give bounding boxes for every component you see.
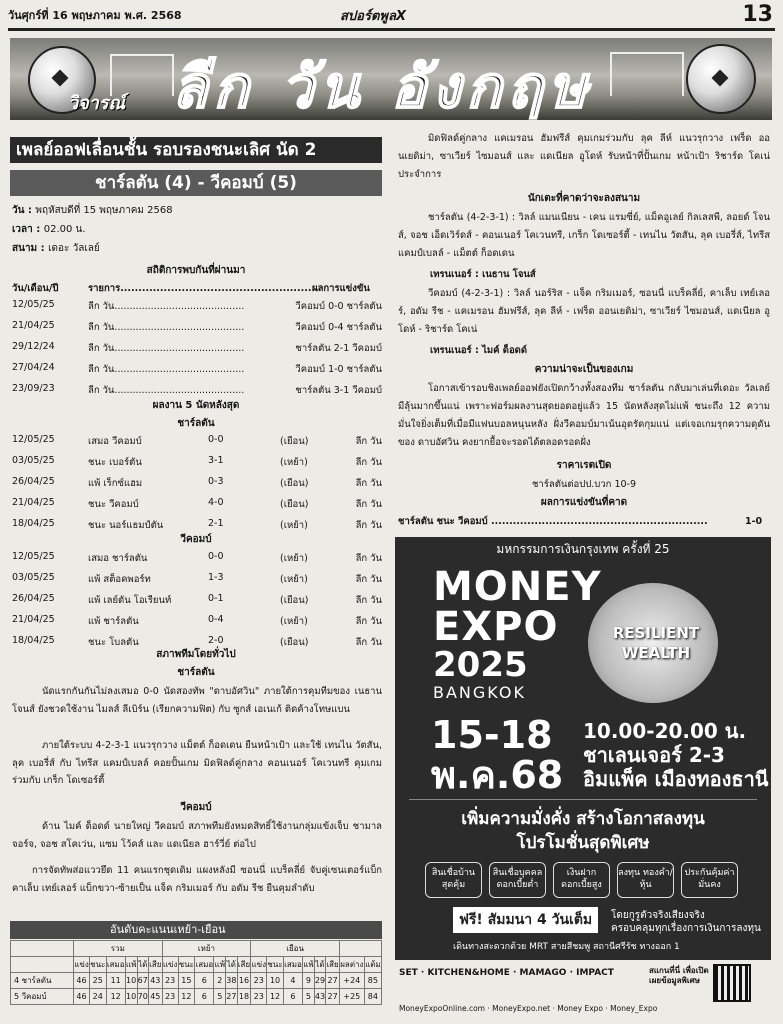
ad-money: MONEY	[433, 564, 602, 610]
h2h-head-date: วัน/เดือน/ปี	[12, 283, 59, 294]
stat-cell: 45	[148, 989, 162, 1005]
lineup-title: นักเตะที่คาดว่าจะลงสนาม	[527, 193, 641, 204]
ad-dates: 15-18 พ.ค.68	[431, 713, 564, 797]
prediction-text: ชาร์ลตัน ชนะ วีคอมบ์ ............................................................	[398, 516, 708, 527]
stat-cell: 27	[326, 973, 340, 989]
stat-cell: 6	[195, 973, 214, 989]
col-header: เสีย	[326, 957, 340, 973]
promo-pill: สินเชื่อบ้าน สุดคุ้ม	[425, 862, 482, 898]
h2h-title: สถิติการพบกันที่ผ่านมา	[146, 265, 246, 276]
col-header: ได้	[314, 957, 325, 973]
col-header: ชนะ	[178, 957, 195, 973]
lineup-away: วีคอมบ์ (4-2-3-1) : วิลล์ นอร์ริส - แจ็ค กริมเมอร์, ซอนนี่ แบร็คลี่ย์, คาเล็บ เทย์เลอร์, อดัม รีช - แคเมรอน ฮัมฟรีส์, ลุค ลีห์ - เฟร็ด ออนเยดิม่า, ซาเวียร์ ไซมอนส์, แดเนียล อูโดห์ - ริชาร์ด โคเน่	[398, 288, 770, 335]
stat-cell: +24	[339, 973, 364, 989]
odds-title: ราคาเรตเปิด	[556, 460, 612, 471]
ad-city: BANGKOK	[433, 683, 526, 702]
h2h-head-result: ผลการแข่งขัน	[312, 283, 370, 294]
stat-cell: +25	[339, 989, 364, 1005]
match-title: ชาร์ลตัน (4) - วีคอมบ์ (5)	[10, 170, 382, 196]
stat-cell: 2	[214, 973, 226, 989]
stat-cell: 46	[74, 989, 90, 1005]
stat-cell: 4	[283, 973, 302, 989]
social-links: MoneyExpoOnline.com · MoneyExpo.net · Money Expo · Money_Expo	[399, 1004, 658, 1013]
coach-home: เทรนเนอร์ : เนธาน โจนส์	[430, 269, 536, 280]
stat-cell: 43	[148, 973, 162, 989]
group-header: เยือน	[251, 941, 340, 957]
table-row	[11, 989, 382, 1005]
blank-cell	[339, 941, 381, 957]
stat-cell: 5	[214, 989, 226, 1005]
stat-cell: 27	[226, 989, 237, 1005]
stat-cell: 12	[178, 989, 195, 1005]
promo-pill: ประกันคุ้มค่า มั่นคง	[681, 862, 738, 898]
odds-value: ชาร์ลตันต่อปป.บวก 10-9	[531, 479, 637, 490]
standings-grid	[10, 940, 382, 1005]
section-banner	[10, 38, 772, 120]
match-day: วัน : พฤหัสบดีที่ 15 พฤษภาคม 2568	[12, 205, 173, 216]
stat-cell: 18	[237, 989, 251, 1005]
team2-paragraph-1: ด้าน ไมค์ ด็อดด์ นายใหญ่ วีคอมบ์ สภาพทีมยังหมดสิทธิ์ใช้งานกลุ่มแข้งเจ็บ ชามาล จอร์จ, จอช สโคเว่น, แซม โว้คส์ และ แดเนียล ฮาร์วี่ย์ ต่อไป	[12, 821, 382, 850]
page-number: 13	[742, 2, 773, 27]
right-paragraph-1: มิดฟิลด์คู่กลาง แคเมรอน ฮัมฟรีส์ คุมเกมร่วมกับ ลุค ลีห์ แนวรุกวาง เฟร็ด ออนเยดิม่า, ซาเวียร์ ไซมอนส์ และ แดเนียล อูโดห์ รับหน้าที่ปั้นเกม หน้าเป้า ริชาร์ด โคเน่ ประจำการ	[398, 133, 770, 180]
match-time: เวลา : 02.00 น.	[12, 224, 86, 235]
stat-cell: 23	[251, 973, 267, 989]
scan-label: สแกนที่นี่ เพื่อเปิดเผยข้อมูลพิเศษ	[649, 966, 709, 985]
prediction-title: ผลการแข่งขันที่คาด	[540, 497, 628, 508]
col-header: แพ้	[214, 957, 226, 973]
col-header: แข่ง	[74, 957, 90, 973]
stat-cell: 70	[137, 989, 148, 1005]
col-header: เสีย	[237, 957, 251, 973]
h2h-head-comp: รายการ.......................................................	[88, 283, 319, 294]
issue-date: วันศุกร์ที่ 16 พฤษภาคม พ.ศ. 2568	[8, 9, 182, 22]
stat-cell: 23	[251, 989, 267, 1005]
standings-table	[10, 921, 382, 1019]
col-header: เสีย	[148, 957, 162, 973]
col-header: แข่ง	[251, 957, 267, 973]
form-team2: วีคอมบ์	[180, 534, 212, 545]
col-header: แต้ม	[364, 957, 381, 973]
col-header: แพ้	[303, 957, 315, 973]
promo-pill: เงินฝาก ดอกเบี้ยสูง	[553, 862, 610, 898]
stat-cell: 27	[326, 989, 340, 1005]
stat-cell: 84	[364, 989, 381, 1005]
sponsor-strip	[395, 962, 771, 1018]
stat-cell: 67	[137, 973, 148, 989]
col-header: เสมอ	[106, 957, 125, 973]
coach-away: เทรนเนอร์ : ไมค์ ด็อดด์	[430, 345, 527, 356]
blank-cell	[11, 957, 74, 973]
header-rule	[8, 28, 775, 31]
stat-cell: 16	[237, 973, 251, 989]
stat-cell: 11	[106, 973, 125, 989]
group-header: เหย้า	[162, 941, 251, 957]
stat-cell: 29	[314, 973, 325, 989]
team-cell: 5 วีคอมบ์	[11, 989, 74, 1005]
prediction-score: 1-0	[745, 516, 763, 527]
stat-cell: 24	[89, 989, 106, 1005]
table-row	[11, 973, 382, 989]
round-title: เพลย์ออฟเลื่อนชั้น รอบรองชนะเลิศ นัด 2	[10, 137, 382, 163]
promo-pill: สินเชื่อบุคคล ดอกเบี้ยต่ำ	[489, 862, 546, 898]
stat-cell: 6	[195, 989, 214, 1005]
team2-paragraph-2: การจัดทัพส่อแววยึด 11 คนแรกชุดเดิม แผงหลังมี ซอนนี่ แบร็คลี่ย์ จับคู่เซนเตอร์แบ็ก คาเล็บ เทย์เลอร์ แบ็กขวา-ซ้ายเป็น แจ็ค กริมเมอร์ กับ อดัม รีช ยืนคุมลำดับ	[12, 865, 382, 894]
match-venue: สนาม : เดอะ วัลเลย์	[12, 243, 100, 254]
ad-time-venue: 10.00-20.00 น. ชาเลนเจอร์ 2-3 อิมแพ็ค เมืองทองธานี	[583, 719, 769, 791]
col-header: ชนะ	[89, 957, 106, 973]
ad-top-line: มหกรรมการเงินกรุงเทพ ครั้งที่ 25	[496, 542, 670, 556]
form-team1: ชาร์ลตัน	[177, 418, 215, 429]
stat-cell: 10	[125, 973, 137, 989]
col-header: ผลต่าง	[339, 957, 364, 973]
money-expo-advert[interactable]	[395, 537, 771, 960]
newspaper-logo: สปอร์ตพูลX	[340, 9, 406, 24]
ad-free-detail: โดยกูรูตัวจริงเสียงจริง ครอบคลุมทุกเรื่องการเงินการลงทุน	[611, 910, 761, 934]
col-header: เสมอ	[283, 957, 302, 973]
stat-cell: 25	[89, 973, 106, 989]
stat-cell: 38	[226, 973, 237, 989]
stat-cell: 23	[162, 973, 178, 989]
team-news-team2: วีคอมบ์	[180, 802, 212, 813]
team1-paragraph-1: นัดแรกกันกันไม่ลงเสมอ 0-0 นัดสองทัพ "ดาบอัศวิน" ภายใต้การคุมทีมของ เนธาน โจนส์ ยังชวดใช้งาน ไมลส์ ลีเบิร์น (เรียกความฟิต) กับ ซูกส์ เอเนเก้ ติดค้างโทษแบน	[12, 686, 382, 715]
lineup-home: ชาร์ลตัน (4-2-3-1) : วิลล์ แมนเนียน - เคน แรมซี่ย์, แม็คอูเลย์ กิลเลสพี, ลอยด์ โจนส์, จอช เอ็ดเวิร์ดส์ - คอนเนอร์ โคเวนทรี, เกร็ก โดเซอร์ตี้ - เทนไน วัตสัน, ลุค เบอรี่ส์, ไทรีส แคมป์เบลล์ - แม็ตต์ ก็อดเดน	[398, 212, 770, 259]
team-cell: 4 ชาร์ลตัน	[11, 973, 74, 989]
stat-cell: 43	[314, 989, 325, 1005]
goal-net-right	[610, 52, 684, 96]
team1-paragraph-2: ภายใต้ระบบ 4-2-3-1 แนวรุกวาง แม็ตต์ ก็อดเดน ยืนหน้าเป้า และใช้ เทนไน วัตสัน, ลุค เบอรี่ส์ กับ ไทรีส แคมป์เบลล์ คอยปั้นเกม มิดฟิลด์คู่กลาง คอนเนอร์ โคเวนทรี คุมเกมร่วมกับ เกร็ก โดเซอร์ตี้	[12, 740, 382, 786]
stat-cell: 85	[364, 973, 381, 989]
stat-cell: 15	[178, 973, 195, 989]
sponsor-logos: SET · KITCHEN&HOME · MAMAGO · IMPACT	[399, 968, 614, 978]
ad-transport: เดินทางสะดวกด้วย MRT สายสีชมพู สถานีศรีรัช ทางออก 1	[453, 942, 680, 952]
stat-cell: 10	[125, 989, 137, 1005]
stat-cell: 6	[283, 989, 302, 1005]
col-header: เสมอ	[195, 957, 214, 973]
form-title: ผลงาน 5 นัดหลังสุด	[152, 400, 240, 411]
chance-paragraph: โอกาสเข้ารอบชิงเพลย์ออฟยังเปิดกว้างทั้งสองทีม ชาร์ลตัน กลับมาเล่นที่เดอะ วัลเลย์ มีลุ้นมากขึ้นแน่ เพราะฟอร์มผลงานสุดยอดอยู่แล้ว 15 นัดหลังสุดไม่แพ้ ชนะถึง 12 ความมั่นใจยิ่งเต็มที่เมื่อมีแฟนบอลหนุนหลัง ฝั่งวีคอมบ์มาเน้นอุดรัดกุมแน่ แต่เจอเกมรุกความดุดันของ ดาบอัศวิน คงยากยื้อจะรอดได้ตลอดรอดฝั่ง	[398, 383, 770, 448]
qr-code-icon[interactable]	[713, 964, 751, 1002]
promo-pill: ลงทุน ทองคำ/หุ้น	[617, 862, 674, 898]
ad-expo: EXPO	[433, 604, 559, 650]
col-header: ชนะ	[267, 957, 284, 973]
banner-prefix: วิจารณ์	[68, 93, 126, 114]
stat-cell: 5	[303, 989, 315, 1005]
standings-title: อันดับคะแนนเหย้า-เยือน	[10, 921, 382, 939]
stat-cell: 10	[267, 973, 284, 989]
stat-cell: 46	[74, 973, 90, 989]
stat-cell: 23	[162, 989, 178, 1005]
ad-year: 2025	[433, 645, 528, 685]
page-header	[0, 0, 783, 40]
chance-title: ความน่าจะเป็นของเกม	[534, 364, 634, 375]
ad-divider	[409, 799, 757, 800]
col-header: แข่ง	[162, 957, 178, 973]
banner-title: ลีก วัน อังกฤษ	[172, 53, 593, 120]
col-header: แพ้	[125, 957, 137, 973]
stat-cell: 9	[303, 973, 315, 989]
stat-cell: 12	[267, 989, 284, 1005]
team-news-team1: ชาร์ลตัน	[177, 667, 215, 678]
col-header: ได้	[137, 957, 148, 973]
team-news-title: สภาพทีมโดยทั่วไป	[156, 649, 236, 660]
col-header: ได้	[226, 957, 237, 973]
group-header: รวม	[74, 941, 163, 957]
ad-tagline: RESILIENT WEALTH	[612, 624, 700, 662]
ad-free-seminar: ฟรี! สัมมนา 4 วันเต็ม	[453, 907, 598, 933]
stat-cell: 12	[106, 989, 125, 1005]
football-icon	[686, 44, 756, 114]
blank-cell	[11, 941, 74, 957]
ad-promo: เพิ่มความมั่งคั่ง สร้างโอกาสลงทุน โปรโมชั่นสุดพิเศษ	[461, 809, 705, 853]
